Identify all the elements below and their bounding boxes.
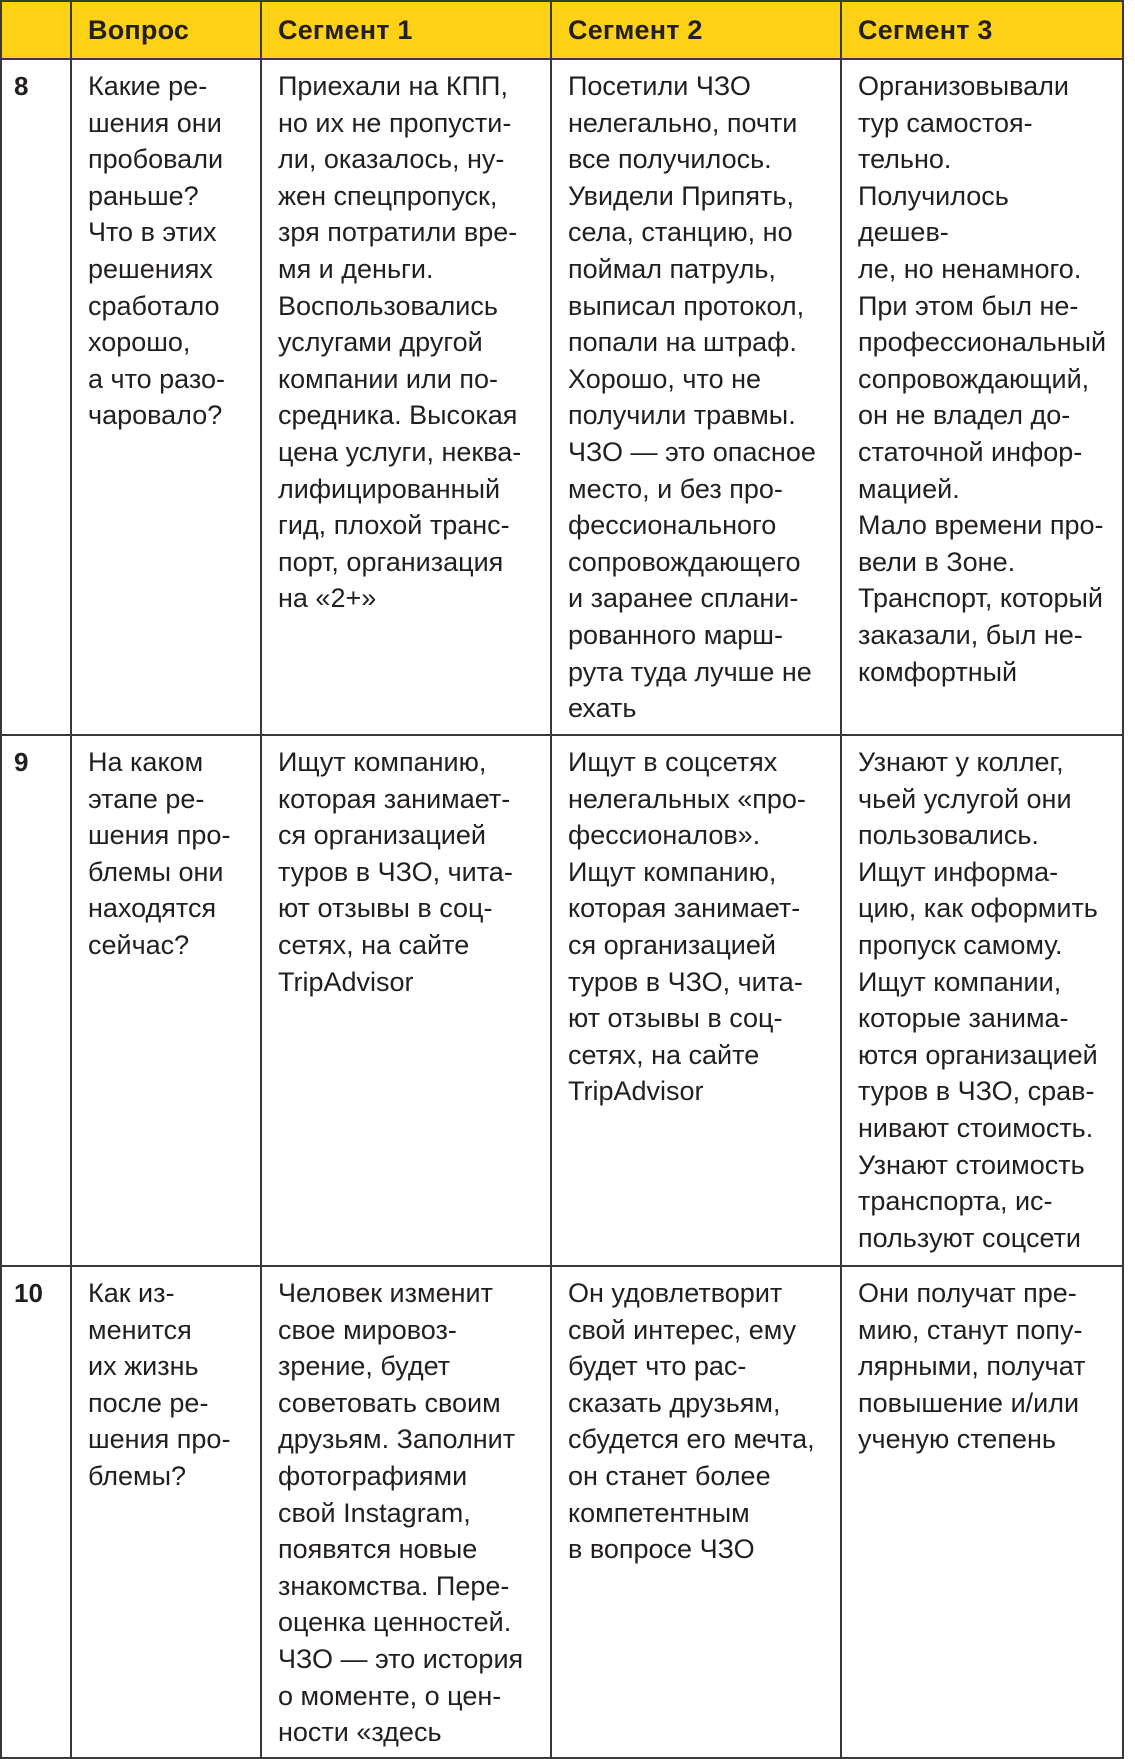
cell-line: цию, как оформить: [858, 893, 1098, 924]
cell-line: сейчас?: [88, 929, 190, 960]
cell-line: комфортный: [858, 656, 1018, 687]
cell-line: Воспользовались: [278, 290, 498, 321]
cell-line: нивают стоимость.: [858, 1112, 1094, 1143]
cell-line: Увидели Припять,: [568, 180, 794, 211]
cell-line: раньше?: [88, 180, 199, 211]
cell-line: рута туда лучше не: [568, 656, 812, 687]
table-header: [1, 1, 1123, 59]
cell-line: Получилось дешев-: [858, 180, 1009, 248]
segment-1-cell: [261, 735, 551, 1266]
header-segment-1: Сегмент 1: [261, 1, 551, 59]
cell-line: Ищут компании,: [858, 966, 1062, 997]
cell-line: Приехали на КПП,: [278, 71, 508, 101]
cell-line: получили травмы.: [568, 400, 796, 431]
header-segment-3: Сегмент 3: [841, 1, 1123, 59]
cell-line: Ищут компанию,: [568, 856, 777, 887]
cell-line: TripAdvisor: [278, 966, 414, 997]
segment-2-cell: [551, 59, 841, 735]
cell-line: появятся новые: [278, 1534, 478, 1565]
question-cell: [71, 1266, 261, 1758]
cell-line: Узнают стоимость: [858, 1149, 1085, 1180]
cell-line: их жизнь: [88, 1351, 199, 1382]
segment-2-cell: [551, 1266, 841, 1758]
cell-line: мя и деньги.: [278, 253, 434, 284]
cell-line: мию, станут попу-: [858, 1314, 1083, 1345]
cell-line: жен спецпропуск,: [278, 180, 498, 211]
cell-line: сопровождающий,: [858, 363, 1090, 394]
cell-line: пользовались.: [858, 820, 1039, 851]
cell-line: ся организацией: [568, 929, 776, 960]
cell-line: которая занимает-: [568, 893, 801, 924]
cell-line: будет что рас-: [568, 1351, 747, 1382]
cell-line: сбудется его мечта,: [568, 1424, 815, 1455]
segment-3-cell: [841, 1266, 1123, 1758]
cell-line: Он удовлетворит: [568, 1278, 783, 1308]
cell-line: средника. Высокая: [278, 400, 518, 431]
table-row: [1, 59, 1123, 735]
cell-line: ют отзывы в соц-: [278, 893, 493, 924]
cell-line: шения про-: [88, 1424, 231, 1455]
cell-line: чьей услугой они: [858, 783, 1072, 814]
cell-line: компетентным: [568, 1497, 750, 1528]
cell-line: услугами другой: [278, 327, 483, 358]
cell-line: он не владел до-: [858, 400, 1071, 431]
cell-line: ЧЗО — это опасное: [568, 436, 816, 467]
cell-line: сетях, на сайте: [278, 929, 470, 960]
cell-line: Посетили ЧЗО: [568, 71, 751, 101]
cell-line: свое мировоз-: [278, 1314, 457, 1345]
cell-line: фессионалов».: [568, 820, 761, 851]
cell-line: чаровало?: [88, 400, 223, 431]
cell-line: и заранее сплани-: [568, 583, 799, 614]
header-segment-2: Сегмент 2: [551, 1, 841, 59]
cell-line: шения они: [88, 107, 222, 138]
question-cell: [71, 735, 261, 1266]
cell-line: ют отзывы в соц-: [568, 1003, 783, 1034]
cell-line: транспорта, ис-: [858, 1186, 1053, 1217]
cell-line: которые занима-: [858, 1003, 1069, 1034]
cell-line: тур самостоя-: [858, 107, 1033, 138]
cell-line: лярными, получат: [858, 1351, 1086, 1382]
cell-line: пробовали: [88, 144, 224, 175]
cell-line: хорошо,: [88, 327, 191, 358]
cell-line: пропуск самому.: [858, 929, 1063, 960]
cell-line: ле, но ненамного.: [858, 253, 1082, 284]
cell-line: ученую степень: [858, 1424, 1056, 1455]
cell-line: ЧЗО — это история: [278, 1643, 524, 1674]
cell-line: заказали, был не-: [858, 619, 1083, 650]
segment-3-cell: [841, 59, 1123, 735]
cell-line: Как из-: [88, 1278, 175, 1308]
cell-line: но их не пропусти-: [278, 107, 512, 138]
row-number: 10: [1, 1266, 71, 1758]
table-row: [1, 735, 1123, 1266]
cell-line: TripAdvisor: [568, 1076, 704, 1107]
cell-line: фессионального: [568, 510, 777, 541]
cell-line: нелегально, почти: [568, 107, 798, 138]
row-number: 9: [1, 735, 71, 1266]
cell-line: Ищут в соцсетях: [568, 747, 778, 777]
cell-line: шения про-: [88, 820, 231, 851]
cell-line: цена услуги, неква-: [278, 436, 522, 467]
cell-line: Ищут информа-: [858, 856, 1059, 887]
cell-line: место, и без про-: [568, 473, 783, 504]
cell-line: ности «здесь: [278, 1717, 442, 1748]
cell-line: друзьям. Заполнит: [278, 1424, 516, 1455]
cell-line: он станет более: [568, 1460, 771, 1491]
cell-line: сработало: [88, 290, 220, 321]
cell-line: профессиональный: [858, 327, 1107, 358]
cell-line: вели в Зоне.: [858, 546, 1016, 577]
cell-line: Они получат пре-: [858, 1278, 1077, 1308]
cell-line: лифицированный: [278, 473, 501, 504]
cell-line: попали на штраф.: [568, 327, 797, 358]
cell-line: находятся: [88, 893, 217, 924]
segment-3-cell: [841, 735, 1123, 1266]
cell-line: Что в этих: [88, 217, 217, 248]
cell-line: Ищут компанию,: [278, 747, 487, 777]
segment-1-cell: [261, 59, 551, 735]
cell-line: которая занимает-: [278, 783, 511, 814]
cell-line: Хорошо, что не: [568, 363, 762, 394]
cell-line: блемы они: [88, 856, 224, 887]
cell-line: зря потратили вре-: [278, 217, 518, 248]
cell-line: знакомства. Пере-: [278, 1570, 510, 1601]
question-cell: [71, 59, 261, 735]
cell-line: повышение и/или: [858, 1387, 1080, 1418]
cell-line: Узнают у коллег,: [858, 747, 1064, 777]
cell-line: нелегальных «про-: [568, 783, 806, 814]
cell-line: туров в ЧЗО, чита-: [278, 856, 513, 887]
segment-2-cell: [551, 735, 841, 1266]
header-question: Вопрос: [71, 1, 261, 59]
segment-1-cell: [261, 1266, 551, 1758]
cell-line: гид, плохой транс-: [278, 510, 510, 541]
cell-line: зрение, будет: [278, 1351, 451, 1382]
cell-line: компании или по-: [278, 363, 498, 394]
cell-line: сказать друзьям,: [568, 1387, 781, 1418]
cell-line: выписал протокол,: [568, 290, 805, 321]
cell-line: статочной инфор-: [858, 436, 1083, 467]
cell-line: поймал патруль,: [568, 253, 776, 284]
cell-line: На каком: [88, 747, 204, 777]
cell-line: тельно.: [858, 144, 952, 175]
cell-line: свой интерес, ему: [568, 1314, 797, 1345]
cell-line: в вопросе ЧЗО: [568, 1534, 755, 1565]
cell-line: ся организацией: [278, 820, 486, 851]
table-body: [1, 59, 1123, 1758]
row-number: 8: [1, 59, 71, 735]
table-row: [1, 1266, 1123, 1758]
cell-line: блемы?: [88, 1460, 187, 1491]
cell-line: на «2+»: [278, 583, 377, 614]
cell-line: сетях, на сайте: [568, 1039, 760, 1070]
cell-line: Мало времени про-: [858, 510, 1104, 541]
cell-line: ехать: [568, 693, 637, 724]
cell-line: мацией.: [858, 473, 960, 504]
header-row: [1, 1, 1123, 59]
cell-line: Организовывали: [858, 71, 1070, 101]
cell-line: Какие ре-: [88, 71, 208, 101]
cell-line: решениях: [88, 253, 213, 284]
cell-line: порт, организация: [278, 546, 504, 577]
cell-line: При этом был не-: [858, 290, 1079, 321]
cell-line: Транспорт, который: [858, 583, 1103, 614]
cell-line: а что разо-: [88, 363, 225, 394]
cell-line: менится: [88, 1314, 192, 1345]
cell-line: туров в ЧЗО, срав-: [858, 1076, 1095, 1107]
header-number: [1, 1, 71, 59]
cell-line: туров в ЧЗО, чита-: [568, 966, 803, 997]
cell-line: фотографиями: [278, 1460, 468, 1491]
cell-line: о моменте, о цен-: [278, 1680, 502, 1711]
cell-line: ли, оказалось, ну-: [278, 144, 505, 175]
cell-line: Человек изменит: [278, 1278, 493, 1308]
cell-line: после ре-: [88, 1387, 209, 1418]
cell-line: свой Instagram,: [278, 1497, 471, 1528]
cell-line: оценка ценностей.: [278, 1607, 512, 1638]
cell-line: советовать своим: [278, 1387, 501, 1418]
cell-line: села, станцию, но: [568, 217, 793, 248]
cell-line: пользуют соцсети: [858, 1222, 1082, 1253]
cell-line: ются организацией: [858, 1039, 1098, 1070]
cell-line: рованного марш-: [568, 619, 783, 650]
cell-line: сопровождающего: [568, 546, 801, 577]
cell-line: этапе ре-: [88, 783, 205, 814]
cell-line: все получилось.: [568, 144, 772, 175]
